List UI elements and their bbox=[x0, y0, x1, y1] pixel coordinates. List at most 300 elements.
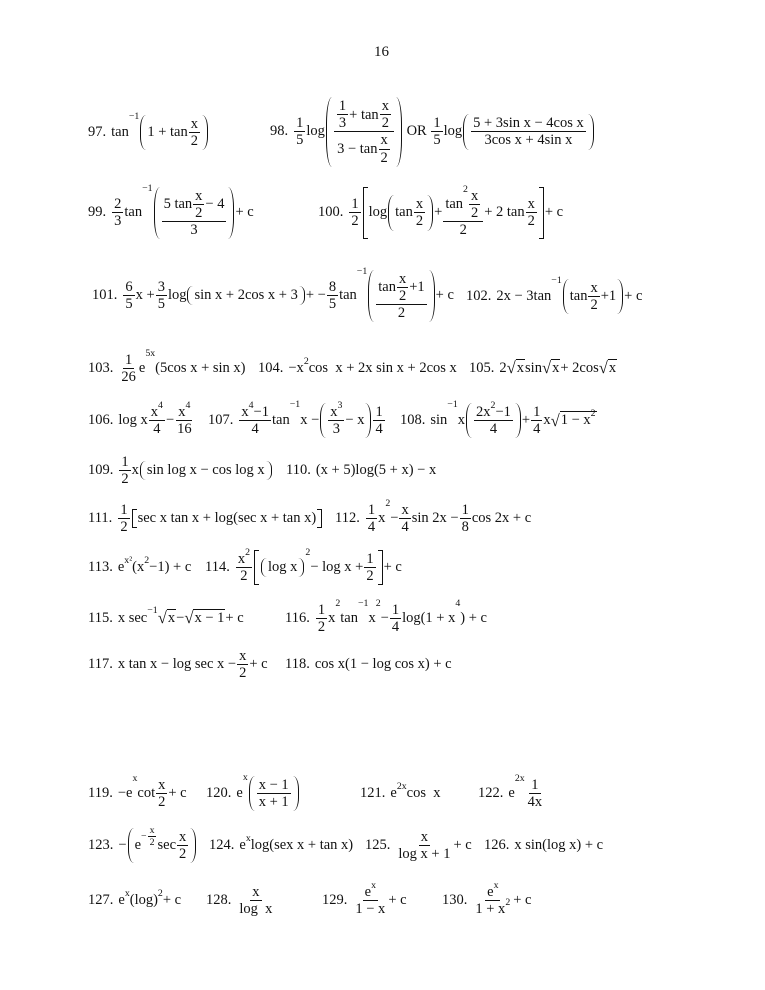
math-group bbox=[164, 188, 225, 221]
radical-sign-icon: √ bbox=[550, 410, 560, 430]
answer-number: 99. bbox=[88, 204, 107, 221]
math-text: 2 bbox=[149, 836, 155, 848]
answer-number: 116. bbox=[285, 609, 310, 626]
answer-number: 109. bbox=[88, 461, 114, 478]
math-group bbox=[117, 502, 323, 535]
answer-number: 106. bbox=[88, 411, 114, 428]
answer-item bbox=[360, 780, 441, 802]
denominator bbox=[156, 794, 167, 810]
answer-item bbox=[365, 829, 472, 862]
brackets bbox=[254, 546, 383, 585]
math-text: + c bbox=[168, 784, 187, 801]
math-text: x bbox=[527, 196, 535, 213]
denominator bbox=[588, 297, 599, 313]
math-text: + c bbox=[544, 204, 564, 221]
math-text: e bbox=[117, 558, 125, 575]
radical-sign-icon: √ bbox=[541, 358, 552, 378]
denominator bbox=[148, 837, 157, 848]
math-group bbox=[161, 188, 228, 239]
math-text: 3 bbox=[114, 213, 122, 230]
math-text: 5 tan bbox=[163, 196, 193, 213]
math-group bbox=[241, 399, 269, 420]
superscript bbox=[290, 399, 300, 410]
math-text: x bbox=[516, 360, 525, 376]
fraction bbox=[460, 502, 471, 535]
superscript bbox=[357, 266, 367, 277]
fraction bbox=[239, 399, 271, 437]
math-text: 2 bbox=[505, 896, 511, 908]
math-group bbox=[570, 280, 616, 313]
math-group bbox=[472, 879, 532, 917]
delim-content bbox=[255, 776, 293, 811]
math-text: e bbox=[364, 883, 372, 900]
math-text: 8 bbox=[461, 518, 469, 535]
right-bracket bbox=[378, 550, 383, 585]
fraction bbox=[328, 399, 344, 437]
math-text: log x bbox=[268, 558, 298, 575]
math-text: 16 bbox=[177, 420, 192, 437]
math-group bbox=[117, 554, 192, 576]
math-text: + c bbox=[388, 891, 407, 908]
fraction bbox=[189, 116, 200, 149]
math-group bbox=[178, 399, 191, 420]
math-text: x bbox=[131, 461, 139, 478]
denominator bbox=[458, 222, 469, 238]
fraction bbox=[364, 551, 375, 584]
math-text: 4 bbox=[391, 618, 400, 635]
answer-number: 107. bbox=[208, 411, 234, 428]
math-text: 3 − tan bbox=[337, 141, 378, 158]
numerator bbox=[156, 279, 167, 296]
math-group bbox=[293, 97, 595, 167]
math-text: 1 bbox=[120, 501, 128, 518]
numerator bbox=[443, 183, 483, 222]
fraction bbox=[112, 196, 123, 229]
math-group bbox=[330, 399, 343, 420]
math-text: 2 bbox=[144, 554, 150, 566]
numerator bbox=[460, 502, 471, 519]
numerator bbox=[419, 829, 430, 846]
denominator bbox=[526, 213, 537, 229]
fraction bbox=[237, 648, 248, 681]
answer-item bbox=[88, 399, 195, 437]
superscript bbox=[505, 897, 510, 908]
math-text: − log x + bbox=[310, 558, 364, 575]
numerator bbox=[177, 829, 188, 846]
math-text: e bbox=[487, 883, 494, 900]
math-text: 2 bbox=[590, 296, 598, 313]
numerator bbox=[474, 399, 513, 421]
math-text: cos 2x + c bbox=[471, 509, 532, 526]
right-paren bbox=[299, 286, 305, 305]
math-group bbox=[237, 546, 251, 567]
numerator bbox=[148, 825, 157, 837]
fraction bbox=[376, 271, 426, 322]
delim-content bbox=[137, 509, 318, 528]
math-text: x bbox=[239, 647, 247, 664]
math-text: x bbox=[252, 883, 260, 900]
math-text: sin x + 2cos x + 3 bbox=[194, 287, 298, 304]
superscript bbox=[129, 111, 139, 122]
denominator bbox=[526, 794, 545, 810]
right-paren bbox=[293, 776, 299, 811]
math-text: + c bbox=[235, 204, 254, 221]
fraction bbox=[118, 502, 129, 535]
math-text: sec bbox=[157, 836, 176, 853]
math-text: x bbox=[457, 411, 466, 428]
fraction bbox=[588, 280, 599, 313]
fraction bbox=[334, 98, 394, 166]
radical-sign-icon: √ bbox=[184, 608, 194, 628]
superscript bbox=[124, 555, 132, 566]
math-text: −1 bbox=[147, 605, 158, 616]
math-text: 2 bbox=[499, 359, 507, 376]
radical-sign-icon: √ bbox=[598, 358, 608, 378]
numerator bbox=[328, 399, 344, 421]
math-text: x bbox=[328, 609, 336, 626]
right-paren bbox=[228, 187, 234, 240]
answer-item bbox=[285, 656, 452, 673]
math-text: 2 bbox=[335, 597, 341, 609]
answer-number: 129. bbox=[322, 891, 348, 908]
denominator bbox=[151, 421, 162, 437]
math-text: + 2 tan bbox=[484, 204, 525, 221]
fraction bbox=[526, 196, 537, 229]
math-text: 1 − x bbox=[355, 900, 386, 917]
denominator bbox=[118, 519, 129, 535]
fraction bbox=[397, 271, 408, 304]
answer-number: 127. bbox=[88, 891, 114, 908]
numerator bbox=[334, 98, 394, 132]
numerator bbox=[156, 777, 167, 794]
math-group bbox=[235, 546, 402, 585]
superscript bbox=[551, 275, 561, 286]
math-text: 4 bbox=[375, 420, 383, 437]
parentheses bbox=[466, 399, 521, 438]
math-text: x bbox=[241, 403, 249, 420]
answer-number: 110. bbox=[286, 461, 311, 478]
superscript bbox=[371, 880, 376, 891]
math-text: e bbox=[236, 784, 243, 801]
math-text: tan bbox=[111, 123, 129, 140]
math-text: x² bbox=[124, 554, 133, 566]
denominator bbox=[380, 115, 391, 131]
brackets bbox=[132, 509, 323, 528]
math-text: x bbox=[401, 501, 409, 518]
math-text: 1 bbox=[433, 115, 441, 132]
math-text: −1 bbox=[289, 398, 301, 410]
math-text: x bbox=[124, 887, 130, 899]
denominator bbox=[460, 519, 471, 535]
math-text: tan bbox=[271, 411, 290, 428]
fraction bbox=[177, 829, 188, 862]
right-paren bbox=[190, 828, 196, 863]
superscript bbox=[455, 598, 460, 609]
numerator bbox=[363, 879, 378, 901]
answer-item bbox=[335, 497, 532, 535]
math-text: 2 bbox=[398, 287, 407, 304]
numerator bbox=[526, 196, 537, 213]
math-text: + bbox=[434, 204, 443, 221]
answer-item bbox=[206, 884, 275, 917]
math-group bbox=[487, 879, 499, 900]
math-text: 2x bbox=[514, 772, 525, 784]
math-text: 5 + 3sin x − 4cos x bbox=[473, 115, 584, 132]
math-group bbox=[333, 98, 395, 166]
math-text: −x bbox=[288, 359, 304, 376]
math-text: − x bbox=[345, 411, 365, 428]
right-bracket bbox=[317, 509, 322, 528]
math-text: 8 bbox=[328, 279, 337, 296]
math-text: − 4 bbox=[205, 196, 225, 213]
math-text: x bbox=[179, 828, 187, 845]
fraction bbox=[373, 404, 384, 437]
math-group bbox=[141, 825, 157, 848]
radicand bbox=[560, 408, 597, 429]
radical-sign-icon: √ bbox=[157, 608, 167, 628]
math-text: x bbox=[237, 550, 246, 567]
math-text: x bbox=[368, 609, 376, 626]
math-text: − bbox=[380, 609, 389, 626]
numerator bbox=[162, 188, 227, 222]
math-text: 4 bbox=[367, 518, 376, 535]
math-text: 4 bbox=[489, 420, 498, 437]
math-text: 1 + x bbox=[475, 900, 506, 917]
answer-number: 126. bbox=[484, 836, 510, 853]
answer-number: 119. bbox=[88, 784, 113, 801]
math-text: 2 bbox=[381, 115, 389, 132]
parentheses bbox=[368, 270, 434, 323]
answer-item bbox=[88, 554, 192, 576]
square-root bbox=[158, 609, 176, 627]
answer-number: 130. bbox=[442, 891, 468, 908]
math-text: x bbox=[420, 828, 429, 845]
math-text: log x + 1 bbox=[398, 845, 451, 862]
numerator bbox=[366, 502, 377, 519]
superscript bbox=[147, 605, 157, 616]
denominator bbox=[349, 213, 360, 229]
math-text: 2 bbox=[158, 793, 166, 810]
fraction bbox=[316, 602, 327, 635]
numerator bbox=[390, 602, 401, 619]
answer-item bbox=[88, 824, 197, 863]
fraction bbox=[193, 188, 204, 221]
math-group bbox=[364, 879, 377, 900]
numerator bbox=[250, 884, 261, 901]
superscript bbox=[494, 880, 499, 891]
delim-content bbox=[160, 187, 229, 240]
math-group bbox=[476, 399, 511, 420]
math-group bbox=[378, 271, 424, 304]
numerator bbox=[149, 399, 165, 421]
denominator bbox=[294, 132, 305, 148]
math-text: 2 bbox=[351, 213, 359, 230]
math-text: − bbox=[118, 836, 127, 853]
math-text: − bbox=[390, 509, 399, 526]
math-text: x bbox=[245, 832, 251, 844]
right-paren bbox=[396, 97, 402, 167]
math-text: x bbox=[381, 98, 389, 114]
answer-number: 125. bbox=[365, 836, 391, 853]
math-text: − bbox=[165, 411, 175, 428]
answer-item bbox=[88, 454, 273, 487]
math-text: 4 bbox=[153, 420, 161, 437]
math-text: 1 bbox=[531, 776, 539, 793]
superscript bbox=[397, 781, 407, 792]
answer-number: 97. bbox=[88, 123, 107, 140]
math-group bbox=[336, 98, 392, 131]
math-group bbox=[315, 597, 487, 635]
delim-content bbox=[472, 399, 515, 438]
math-text: 3 bbox=[190, 221, 198, 238]
math-text: + tan bbox=[349, 106, 379, 123]
math-text: + c bbox=[513, 891, 532, 908]
answer-number: 98. bbox=[270, 123, 289, 140]
denominator bbox=[379, 150, 390, 166]
math-group bbox=[288, 355, 457, 377]
radicand bbox=[193, 609, 225, 627]
superscript bbox=[385, 498, 390, 509]
page-number: 16 bbox=[374, 44, 389, 60]
math-text: 4 bbox=[455, 597, 461, 609]
denominator bbox=[156, 296, 167, 312]
math-text: 4 bbox=[251, 420, 259, 437]
math-text: 1 bbox=[296, 115, 304, 132]
denominator bbox=[473, 896, 512, 917]
math-text: 1 + tan bbox=[147, 123, 188, 140]
denominator bbox=[123, 296, 134, 312]
math-text: + c bbox=[225, 609, 244, 626]
answer-item bbox=[206, 771, 300, 811]
math-group bbox=[496, 274, 643, 314]
answer-number: 113. bbox=[88, 558, 113, 575]
math-text: log(1 + x bbox=[402, 609, 456, 626]
math-group bbox=[470, 115, 587, 148]
math-text: 2 bbox=[195, 204, 203, 221]
math-text: −1 bbox=[128, 110, 140, 122]
fraction bbox=[123, 279, 134, 312]
math-text: sin bbox=[525, 359, 542, 376]
math-group bbox=[256, 777, 292, 810]
numerator bbox=[239, 399, 271, 421]
denominator bbox=[175, 421, 194, 437]
math-text: 2 bbox=[317, 618, 326, 635]
answer-number: 128. bbox=[206, 891, 232, 908]
math-group bbox=[118, 887, 182, 909]
answer-item bbox=[258, 355, 457, 377]
math-text: 4 bbox=[401, 518, 409, 535]
answer-item bbox=[88, 605, 244, 628]
numerator bbox=[123, 279, 134, 296]
numerator bbox=[119, 454, 130, 471]
fraction bbox=[236, 546, 252, 584]
denominator bbox=[238, 568, 249, 584]
parentheses bbox=[249, 776, 299, 811]
numerator bbox=[529, 777, 540, 794]
parentheses bbox=[128, 824, 197, 863]
fraction bbox=[399, 502, 410, 535]
math-text: x bbox=[242, 771, 248, 783]
numerator bbox=[237, 648, 248, 665]
math-group bbox=[348, 183, 564, 240]
denominator bbox=[177, 846, 188, 862]
math-text: 26 bbox=[121, 368, 136, 385]
math-text: 5 bbox=[328, 296, 337, 313]
math-text: 2 bbox=[385, 497, 391, 509]
delim-content bbox=[374, 270, 428, 323]
math-text: 2 bbox=[490, 399, 496, 411]
math-text: 2 bbox=[366, 567, 374, 584]
answer-item bbox=[205, 546, 402, 585]
math-text: x bbox=[380, 132, 388, 149]
math-group bbox=[111, 182, 254, 240]
right-paren bbox=[365, 403, 371, 438]
math-text: (log) bbox=[129, 891, 158, 908]
superscript bbox=[463, 184, 468, 195]
denominator bbox=[482, 132, 574, 148]
math-text: 2 bbox=[470, 204, 479, 221]
math-text: ) + c bbox=[460, 609, 487, 626]
answer-item bbox=[88, 648, 268, 681]
denominator bbox=[531, 421, 542, 437]
denominator bbox=[366, 519, 377, 535]
fraction bbox=[337, 98, 348, 131]
numerator bbox=[257, 777, 291, 794]
answer-number: 115. bbox=[88, 609, 113, 626]
math-group bbox=[499, 359, 617, 377]
answer-item bbox=[478, 772, 545, 810]
denominator bbox=[373, 421, 384, 437]
delim-content bbox=[332, 97, 396, 167]
math-text: −1 bbox=[551, 274, 562, 286]
math-group bbox=[122, 265, 454, 323]
fraction bbox=[327, 279, 338, 312]
math-text: + c bbox=[383, 558, 402, 575]
parentheses bbox=[140, 115, 208, 150]
delim-content bbox=[259, 546, 378, 585]
math-text: log x bbox=[239, 900, 273, 917]
delim-content bbox=[193, 286, 298, 305]
math-text: 4 bbox=[158, 399, 163, 411]
denominator bbox=[469, 205, 480, 221]
math-group bbox=[118, 347, 246, 385]
math-text: 2 bbox=[463, 183, 468, 195]
superscript bbox=[338, 400, 343, 411]
superscript bbox=[186, 400, 191, 411]
math-text: 5 bbox=[125, 296, 133, 313]
math-text: 3 bbox=[157, 279, 165, 296]
math-text: cos x bbox=[406, 784, 441, 801]
radical-sign-icon: √ bbox=[506, 358, 516, 378]
radicand bbox=[167, 609, 176, 627]
math-text: e bbox=[138, 359, 146, 376]
answer-number: 104. bbox=[258, 359, 284, 376]
numerator bbox=[123, 352, 134, 369]
math-text: tan bbox=[339, 287, 357, 304]
math-group bbox=[315, 656, 452, 673]
fraction bbox=[390, 602, 401, 635]
math-text: 2 bbox=[239, 664, 247, 681]
denominator bbox=[353, 901, 387, 917]
math-group bbox=[445, 183, 481, 221]
math-text: (x + 5)log(5 + x) − x bbox=[315, 461, 437, 478]
math-group bbox=[236, 771, 299, 811]
denominator bbox=[414, 213, 425, 229]
fraction bbox=[156, 279, 167, 312]
math-group bbox=[118, 399, 194, 437]
math-text: 6 bbox=[125, 279, 133, 296]
fraction bbox=[294, 115, 305, 148]
